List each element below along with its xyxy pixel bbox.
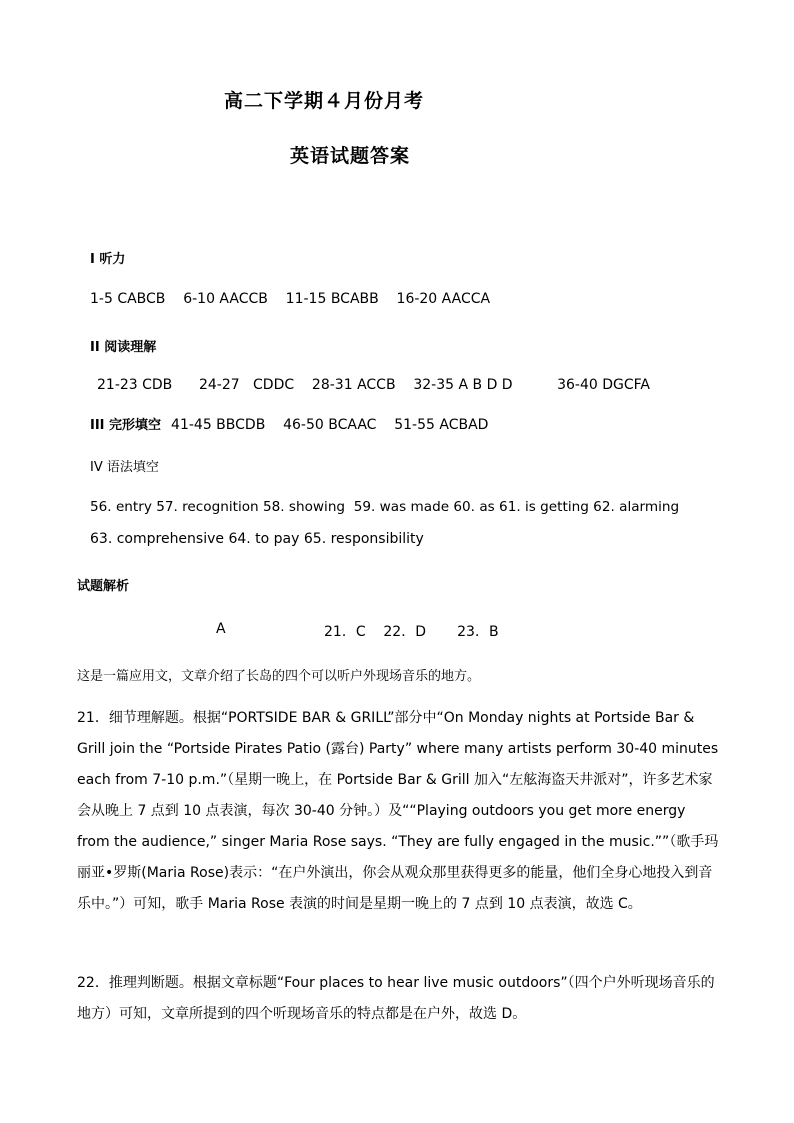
grammar-answers-line-2: 63. comprehensive 64. to pay 65. responsibility [90, 531, 424, 547]
grammar-label: IV 语法填空 [90, 460, 159, 475]
cloze-row [90, 414, 488, 433]
reading-label: II 阅读理解 [90, 340, 157, 355]
cloze-label: III 完形填空 [90, 418, 162, 433]
passage-intro: 这是一篇应用文，文章介绍了长岛的四个可以听户外现场音乐的地方。 [77, 669, 481, 684]
reading-answers: 21-23 CDB 24-27 CDDC 28-31 ACCB 32-35 A B D D 36-40 DGCFA [97, 377, 650, 393]
question-22-explanation: 22．推理判断题。根据文章标题“Four places to hear live music outdoors”（四个户外听现场音乐的地方）可知，文章所提到的四个听现场音乐的特点都是在户外，故选 D。 [77, 975, 715, 1022]
exam-title: 高二下学期４月份月考 [224, 90, 425, 112]
cloze-answers: 41-45 BBCDB 46-50 BCAAC 51-55 ACBAD [171, 417, 489, 433]
grammar-answers-line-1: 56. entry 57. recognition 58. showing 59. was made 60. as 61. is getting 62. alarming [90, 499, 680, 515]
listening-label: I 听力 [90, 252, 126, 267]
passage-answers: 21．C 22．D 23．B [324, 624, 499, 640]
listening-answers: 1-5 CABCB 6-10 AACCB 11-15 BCABB 16-20 AACCA [90, 291, 491, 307]
question-21-explanation: 21．细节理解题。根据“PORTSIDE BAR & GRILL”部分中“On Monday nights at Portside Bar & Grill join the “Portside Pirates Patio (露台) Party” where many artists perform 30-40 minutes each from 7-10 p.m.”（星期一晚上，在 Portside Bar & Grill 加入“左舷海盗天井派对”，许多艺术家会从晚上 7 点到 10 点表演，每次 30-40 分钟。）及““Playing outdoors you get more energy from the audience,” singer Maria Rose says. “They are fully engaged in the music.””（歌手玛丽亚•罗斯(Maria Rose)表示：“在户外演出，你会从观众那里获得更多的能量，他们全身心地投入到音乐中。”）可知，歌手 Maria Rose 表演的时间是星期一晚上的 7 点到 10 点表演，故选 C。 [77, 710, 719, 912]
analysis-heading: 试题解析 [77, 579, 130, 594]
passage-label: A [216, 621, 226, 637]
answer-key-subtitle: 英语试题答案 [290, 145, 411, 167]
